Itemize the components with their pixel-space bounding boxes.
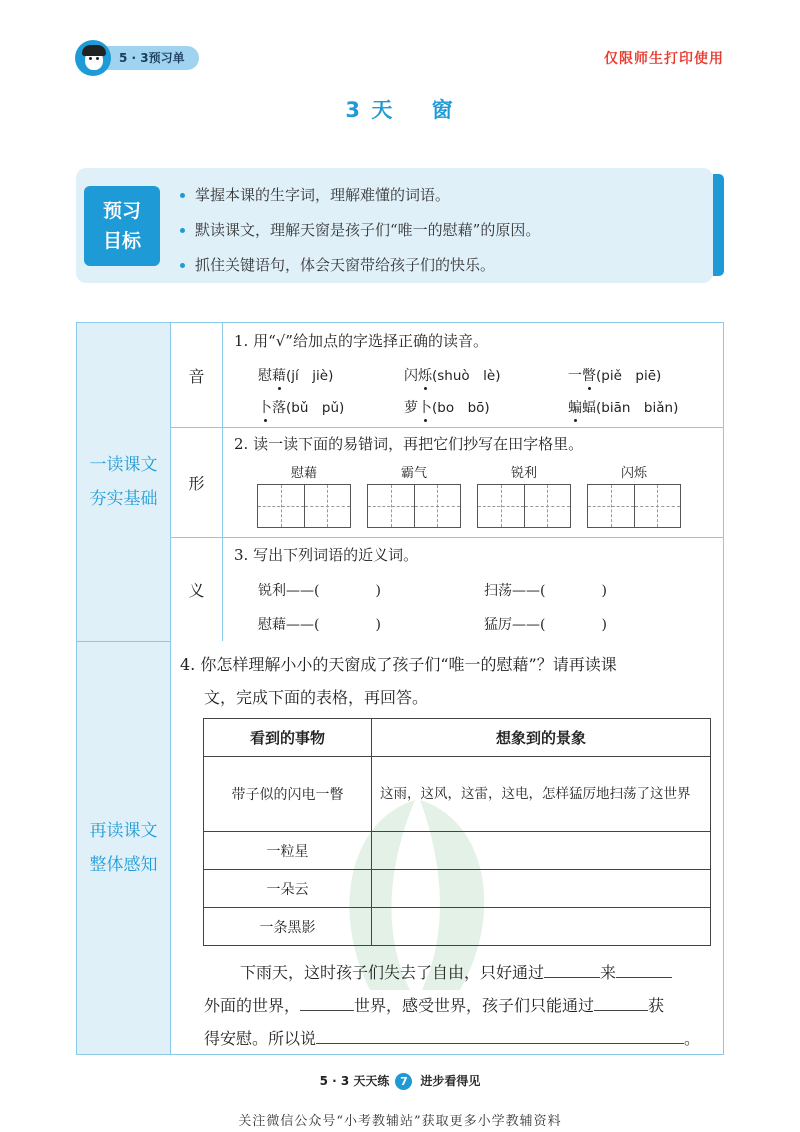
tianzige-group[interactable] bbox=[587, 464, 681, 528]
page-number: 7 bbox=[395, 1073, 412, 1090]
tianzige-group[interactable] bbox=[477, 464, 571, 528]
table-header: 想象到的景象 bbox=[372, 719, 711, 757]
fill-line-1: 下雨天，这时孩子们失去了自由，只好通过 来 bbox=[204, 960, 720, 983]
table-cell-answer[interactable] bbox=[372, 908, 711, 946]
series-badge bbox=[75, 40, 199, 76]
question-4-line2: 文，完成下面的表格，再回答。 bbox=[204, 688, 429, 707]
table-cell-thing: 一粒星 bbox=[204, 832, 372, 870]
table-row bbox=[204, 757, 711, 832]
section-label-overview bbox=[77, 641, 171, 1054]
fill-blank[interactable] bbox=[316, 1026, 684, 1044]
row-divider bbox=[171, 537, 723, 538]
tianzige-word: 霸气 bbox=[400, 466, 427, 481]
section-a-line1: 一读课文 bbox=[89, 455, 158, 475]
goals-label-line1: 预习 bbox=[102, 200, 141, 222]
tianzige-word: 慰藉 bbox=[290, 466, 317, 481]
table-cell-thing: 带子似的闪电一瞥 bbox=[204, 757, 372, 832]
scene-table bbox=[203, 718, 711, 946]
synonym-blank[interactable]: 慰藉——( ) bbox=[258, 617, 381, 633]
fill-blank[interactable] bbox=[616, 960, 672, 978]
tianzige-word: 锐利 bbox=[510, 466, 537, 481]
section-b-line1: 再读课文 bbox=[89, 821, 158, 841]
table-header: 看到的事物 bbox=[204, 719, 372, 757]
lesson-title: 3 天 窗 bbox=[345, 98, 455, 122]
synonym-blank[interactable]: 猛厉——( ) bbox=[484, 617, 607, 633]
tianzige-word: 闪烁 bbox=[620, 466, 647, 481]
row-label-pronunciation: 音 bbox=[171, 323, 223, 427]
question-3: 3. 写出下列词语的近义词。 bbox=[234, 546, 419, 564]
footer-right: 进步看得见 bbox=[420, 1074, 481, 1088]
tianzige-group[interactable] bbox=[257, 464, 351, 528]
usage-notice: 仅限师生打印使用 bbox=[604, 51, 724, 67]
badge-label: 5 · 3预习单 bbox=[101, 46, 199, 70]
pinyin-item[interactable]: 萝卜(bo bō) bbox=[404, 396, 490, 417]
tianzige-group[interactable] bbox=[367, 464, 461, 528]
fill-blank[interactable] bbox=[300, 993, 354, 1011]
synonym-blank[interactable]: 扫荡——( ) bbox=[484, 583, 607, 599]
synonym-blank[interactable]: 锐利——( ) bbox=[258, 583, 381, 599]
question-2: 2. 读一读下面的易错词，再把它们抄写在田字格里。 bbox=[234, 435, 584, 453]
section-label-basics bbox=[77, 323, 171, 641]
table-cell-imagined: 这雨，这风，这雷，这电，怎样猛厉地扫荡了这世界 bbox=[372, 757, 711, 832]
mascot-avatar-icon bbox=[75, 40, 111, 76]
fill-blank[interactable] bbox=[594, 993, 648, 1011]
footer-left: 5 · 3 天天练 bbox=[319, 1074, 390, 1088]
table-row bbox=[204, 908, 711, 946]
section-b-line2: 整体感知 bbox=[89, 855, 158, 875]
question-1: 1. 用“√”给加点的字选择正确的读音。 bbox=[234, 332, 488, 350]
row-label-meaning: 义 bbox=[171, 537, 223, 641]
pinyin-item[interactable]: 一瞥(piě piē) bbox=[568, 364, 661, 385]
page-footer bbox=[0, 1072, 800, 1090]
table-cell-thing: 一朵云 bbox=[204, 870, 372, 908]
section-a-line2: 夯实基础 bbox=[89, 489, 158, 509]
goal-item: 默读课文，理解天窗是孩子们“唯一的慰藉”的原因。 bbox=[178, 213, 540, 248]
fill-line-3: 得安慰。所以说 。 bbox=[204, 1026, 720, 1049]
question-4 bbox=[180, 648, 720, 714]
table-header-row bbox=[204, 719, 711, 757]
goals-list bbox=[178, 178, 540, 283]
pinyin-item[interactable]: 闪烁(shuò lè) bbox=[404, 364, 501, 385]
pinyin-item[interactable]: 蝙蝠(biān biǎn) bbox=[568, 396, 678, 417]
goal-item: 掌握本课的生字词，理解难懂的词语。 bbox=[178, 178, 540, 213]
row-label-shape: 形 bbox=[171, 427, 223, 537]
table-cell-answer[interactable] bbox=[372, 870, 711, 908]
bottom-note: 关注微信公众号“小考教辅站”获取更多小学教辅资料 bbox=[238, 1114, 562, 1129]
goal-item: 抓住关键语句，体会天窗带给孩子们的快乐。 bbox=[178, 248, 540, 283]
pinyin-item[interactable]: 慰藉(jí jiè) bbox=[258, 364, 333, 385]
goals-panel-tab bbox=[713, 174, 724, 276]
question-4-line1: 4. 你怎样理解小小的天窗成了孩子们“唯一的慰藉”？请再读课 bbox=[180, 655, 617, 674]
table-cell-answer[interactable] bbox=[372, 832, 711, 870]
goals-label-line2: 目标 bbox=[102, 230, 141, 252]
fill-line-2: 外面的世界， 世界，感受世界，孩子们只能通过 获 bbox=[204, 993, 720, 1016]
goals-label bbox=[84, 186, 160, 266]
fill-blank[interactable] bbox=[544, 960, 600, 978]
row-divider bbox=[171, 427, 723, 428]
table-cell-thing: 一条黑影 bbox=[204, 908, 372, 946]
table-row bbox=[204, 832, 711, 870]
pinyin-item[interactable]: 卜落(bǔ pǔ) bbox=[258, 396, 344, 417]
table-row bbox=[204, 870, 711, 908]
